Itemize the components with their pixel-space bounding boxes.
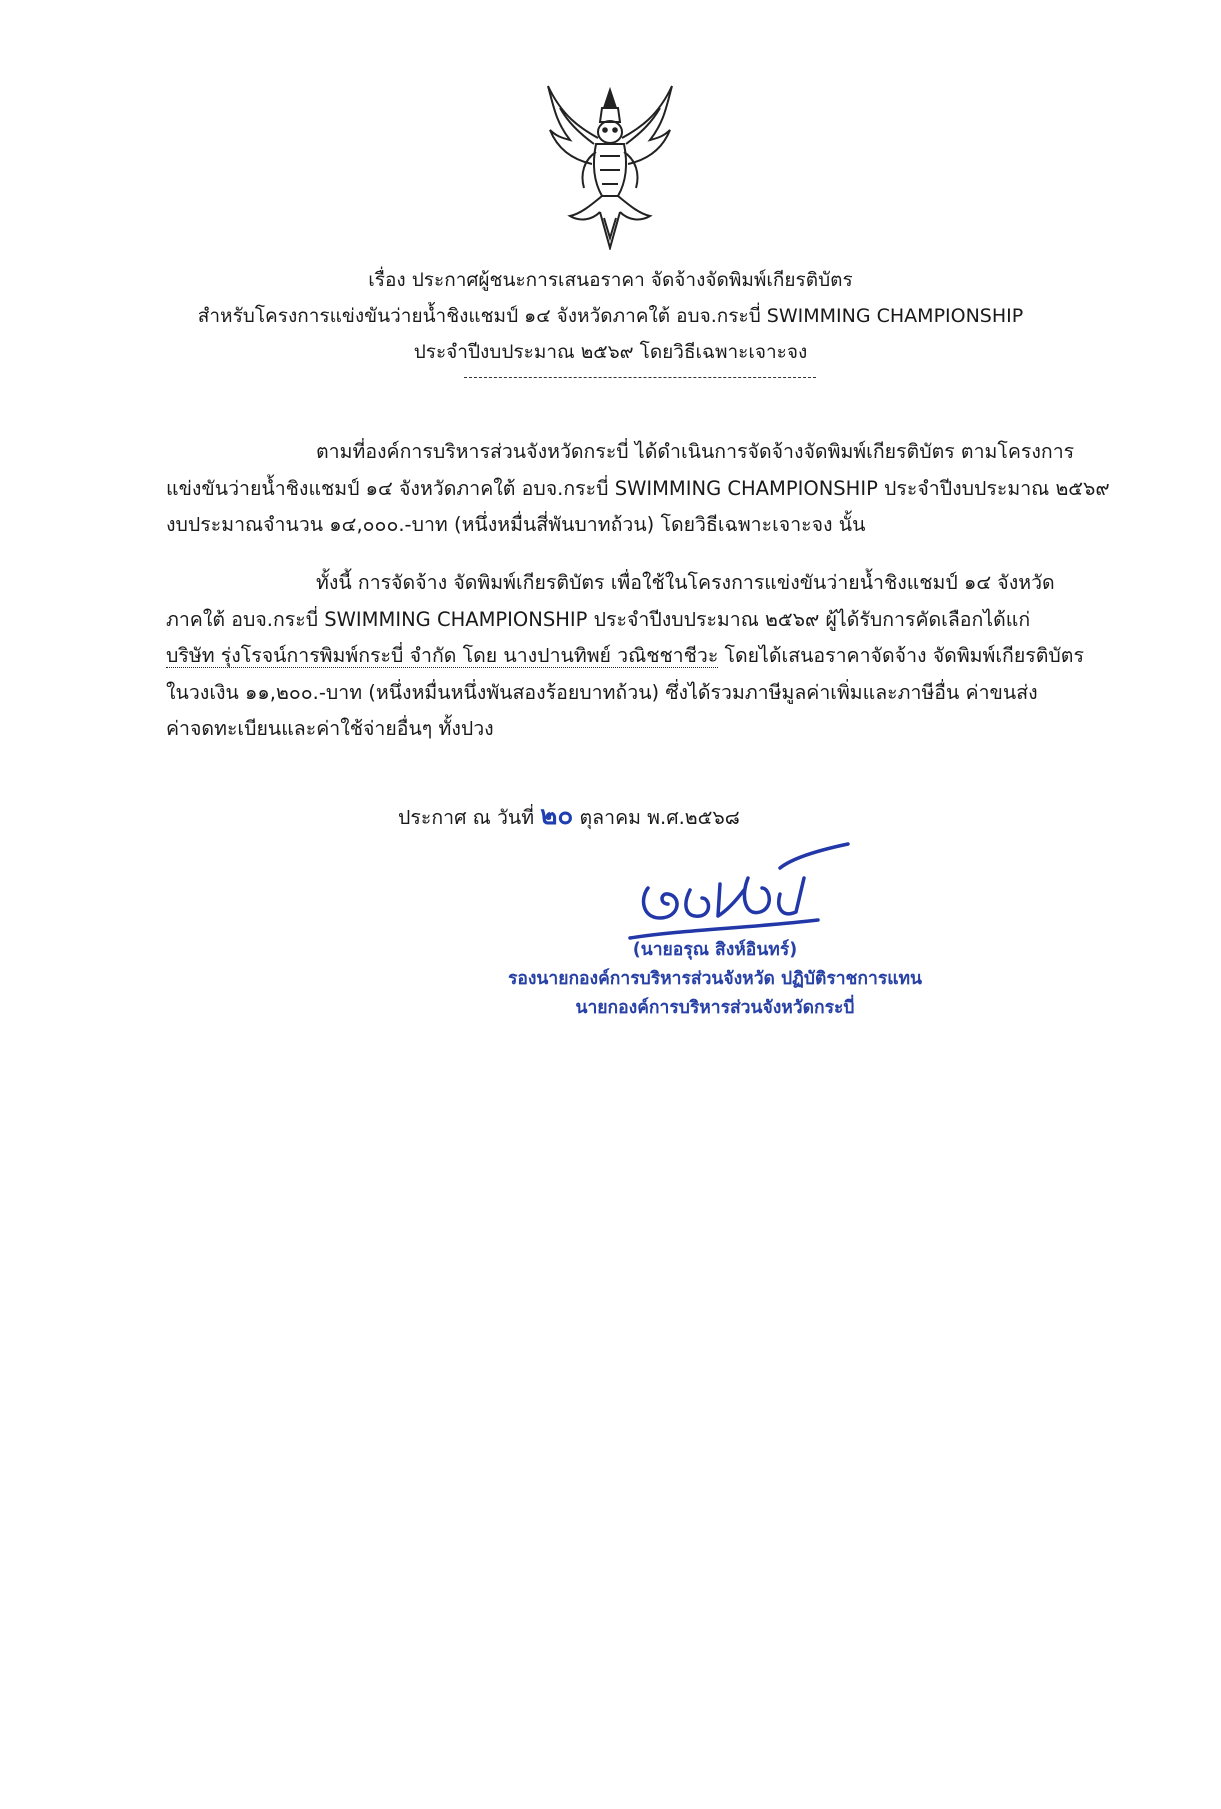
- announcement-date: [398, 795, 740, 836]
- heading-line-2: สำหรับโครงการแข่งขันว่ายน้ำชิงแชมป์ ๑๔ จังหวัดภาคใต้ อบจ.กระบี่ SWIMMING CHAMPIONSHIP: [197, 305, 1024, 327]
- paragraph-2-line-2: ภาคใต้ อบจ.กระบี่ SWIMMING CHAMPIONSHIP ประจำปีงบประมาณ ๒๕๖๙ ผู้ได้รับการคัดเลือกได้แก่: [166, 607, 1031, 631]
- paragraph-2-line-5: ค่าจดทะเบียนและค่าใช้จ่ายอื่นๆ ทั้งปวง: [166, 717, 494, 740]
- announcement-prefix: ประกาศ ณ วันที่: [398, 806, 535, 829]
- paragraph-2-line-1: ทั้งนี้ การจัดจ้าง จัดพิมพ์เกียรติบัตร เพื่อใช้ในโครงการแข่งขันว่ายน้ำชิงแชมป์ ๑๔ จังหวัด: [316, 571, 1055, 594]
- paragraph-1-line-3: งบประมาณจำนวน ๑๔,๐๐๐.-บาท (หนึ่งหมื่นสี่พันบาทถ้วน) โดยวิธีเฉพาะเจาะจง นั้น: [166, 513, 866, 536]
- paragraph-2-line-4: ในวงเงิน ๑๑,๒๐๐.-บาท (หนึ่งหมื่นหนึ่งพันสองร้อยบาทถ้วน) ซึ่งได้รวมภาษีมูลค่าเพิ่มและภาษีอื่น ค่าขนส่ง: [166, 680, 1038, 704]
- signatory-title-1: รองนายกองค์การบริหารส่วนจังหวัด ปฏิบัติราชการแทน: [507, 969, 923, 989]
- signatory-title-2: นายกองค์การบริหารส่วนจังหวัดกระบี่: [575, 998, 855, 1018]
- winner-company: บริษัท รุ่งโรจน์การพิมพ์กระบี่ จำกัด โดย นางปานทิพย์ วณิชชาชีวะ: [166, 644, 719, 667]
- garuda-emblem-icon: [540, 78, 680, 250]
- announcement-month-year: ตุลาคม พ.ศ.๒๕๖๘: [579, 806, 740, 829]
- signatory-block: [470, 936, 960, 1023]
- paragraph-1-line-2: แข่งขันว่ายน้ำชิงแชมป์ ๑๔ จังหวัดภาคใต้ อบจ.กระบี่ SWIMMING CHAMPIONSHIP ประจำปีงบประมาณ ๒๕๖๙: [166, 476, 1110, 500]
- paragraph-2-line-3-rest: โดยได้เสนอราคาจัดจ้าง จัดพิมพ์เกียรติบัตร: [718, 644, 1084, 667]
- paragraph-2: [166, 565, 1126, 748]
- paragraph-1: [166, 434, 1126, 544]
- signatory-name: (นายอรุณ สิงห์อินทร์): [632, 940, 798, 960]
- heading-divider: [464, 377, 816, 378]
- document-heading: [140, 262, 1081, 370]
- handwritten-signature: [620, 838, 860, 943]
- announcement-day: ๒๐: [540, 801, 574, 831]
- heading-line-1: เรื่อง ประกาศผู้ชนะการเสนอราคา จัดจ้างจัดพิมพ์เกียรติบัตร: [368, 269, 853, 291]
- paragraph-1-line-1: ตามที่องค์การบริหารส่วนจังหวัดกระบี่ ได้ดำเนินการจัดจ้างจัดพิมพ์เกียรติบัตร ตามโครงการ: [316, 440, 1075, 463]
- heading-line-3: ประจำปีงบประมาณ ๒๕๖๙ โดยวิธีเฉพาะเจาะจง: [413, 341, 808, 363]
- paragraph-2-line-3: [166, 638, 1126, 675]
